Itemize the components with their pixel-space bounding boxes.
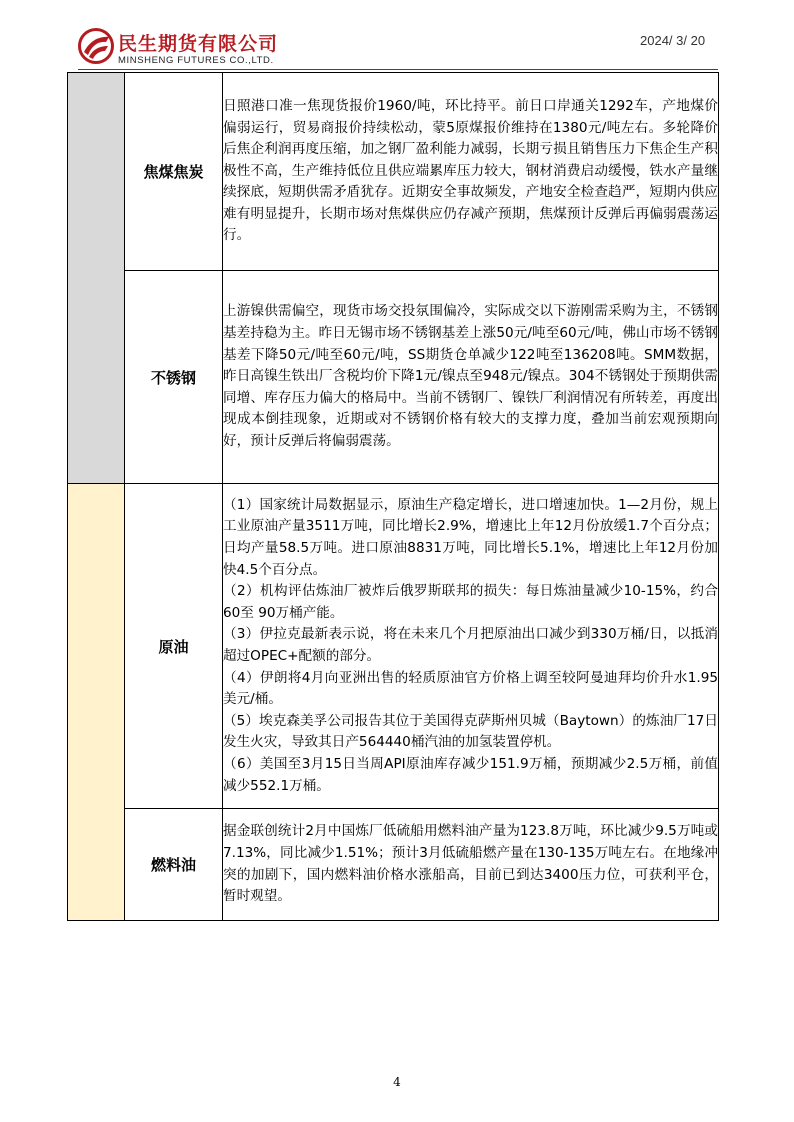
table-row bbox=[68, 809, 719, 921]
commodity-commentary bbox=[223, 271, 719, 484]
commodity-name: 不锈钢 bbox=[125, 271, 223, 484]
sector-cell-energy bbox=[68, 484, 125, 921]
brand-name-cn: 民生期货有限公司 bbox=[118, 33, 279, 55]
commentary-paragraph: （3）伊拉克最新表示说，将在未来几个月把原油出口减少到330万桶/日，以抵消超过OPEC+配额的部分。 bbox=[223, 626, 718, 664]
page-number: 4 bbox=[393, 1075, 401, 1089]
commodity-name: 原油 bbox=[125, 484, 223, 809]
commodity-commentary bbox=[223, 484, 719, 809]
commodity-name: 燃料油 bbox=[125, 809, 223, 921]
header-divider bbox=[78, 69, 718, 70]
table-row bbox=[68, 73, 719, 271]
table-row bbox=[68, 484, 719, 809]
commodity-commentary bbox=[223, 73, 719, 271]
minsheng-logo-icon bbox=[78, 28, 114, 64]
commentary-paragraph: （5）埃克森美孚公司报告其位于美国得克萨斯州贝城（Baytown）的炼油厂17日发生火灾，导致其日产564440桶汽油的加氢装置停机。 bbox=[223, 712, 718, 751]
table-row bbox=[68, 271, 719, 484]
commentary-paragraph: 据金联创统计2月中国炼厂低硫船用燃料油产量为123.8万吨，环比减少9.5万吨或7.13%，同比减少1.51%；预计3月低硫船燃产量在130-135万吨左右。在地缘冲突的加剧下，国内燃料油价格水涨船高，目前已到达3400压力位，可获利平仓，暂时观望。 bbox=[223, 823, 718, 905]
commentary-paragraph: （2）机构评估炼油厂被炸后俄罗斯联邦的损失：每日炼油量减少10-15%，约合60至 90万桶产能。 bbox=[223, 583, 718, 621]
brand-name-en: MINSHENG FUTURES CO.,LTD. bbox=[118, 55, 274, 66]
commodity-commentary bbox=[223, 809, 719, 921]
commentary-paragraph: （6）美国至3月15日当周API原油库存减少151.9万桶，预期减少2.5万桶，前值减少552.1万桶。 bbox=[223, 755, 718, 794]
sector-cell-black bbox=[68, 73, 125, 484]
commentary-paragraph: （4）伊朗将4月向亚洲出售的轻质原油官方价格上调至较阿曼迪拜均价升水1.95美元/桶。 bbox=[223, 669, 718, 708]
report-date: 2024/ 3/ 20 bbox=[640, 33, 706, 48]
page-header bbox=[0, 0, 794, 72]
commodity-commentary-table bbox=[67, 72, 719, 921]
commentary-paragraph: 日照港口准一焦现货报价1960/吨，环比持平。前日口岸通关1292车，产地煤价偏弱运行，贸易商报价持续松动，蒙5原煤报价维持在1380元/吨左右。多轮降价后焦企利润再度压缩，加之钢厂盈利能力减弱，长期亏损且销售压力下焦企生产积极性不高，生产维持低位且供应端累库压力较大，钢材消费启动缓慢，铁水产量继续探底，短期供需矛盾犹存。近期安全事故频发，产地安全检查趋严，短期内供应难有明显提升，长期市场对焦煤供应仍存减产预期，焦煤预计反弹后再偏弱震荡运行。 bbox=[223, 97, 718, 244]
commentary-paragraph: 上游镍供需偏空，现货市场交投氛围偏冷，实际成交以下游刚需采购为主，不锈钢基差持稳为主。昨日无锡市场不锈钢基差上涨50元/吨至60元/吨，佛山市场不锈钢基差下降50元/吨至60元/吨，SS期货仓单减少122吨至136208吨。SMM数据，昨日高镍生铁出厂含税均价下降1元/镍点至948元/镍点。304不锈钢处于预期供需同增、库存压力偏大的格局中。当前不锈钢厂、镍铁厂利润情况有所转差，再度出现成本倒挂现象，近期或对不锈钢价格有较大的支撑力度，叠加当前宏观预期向好，预计反弹后将偏弱震荡。 bbox=[223, 303, 718, 449]
commodity-name: 焦煤焦炭 bbox=[125, 73, 223, 271]
commentary-paragraph: （1）国家统计局数据显示，原油生产稳定增长，进口增速加快。1—2月份，规上工业原油产量3511万吨，同比增长2.9%，增速比上年12月份放缓1.7个百分点；日均产量58.5万吨。进口原油8831万吨，同比增长5.1%，增速比上年12月份加快4.5个百分点。 bbox=[223, 496, 718, 578]
